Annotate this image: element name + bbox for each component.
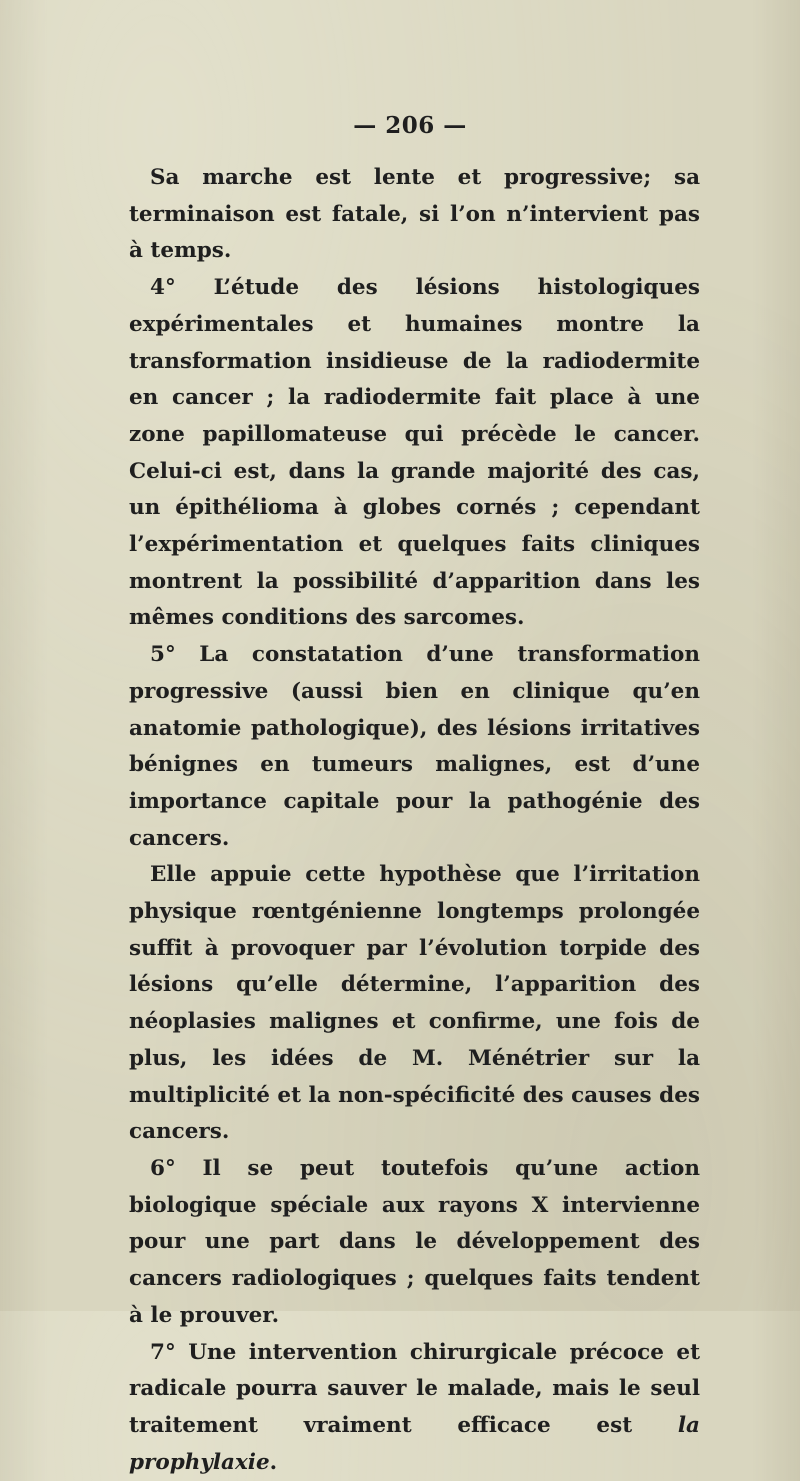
paragraph-3: 5° La constatation d’une transformation progressive (aussi bien en clinique qu’en anatomie pathologique), des lésions irritatives bénignes en tumeurs malignes, est d’une importance capitale pour la pathogénie des cancers.	[129, 637, 700, 857]
paragraph-4: Elle appuie cette hypothèse que l’irritation physique rœntgénienne longtemps prolongée suffit à provoquer par l’évolution torpide des lésions qu’elle détermine, l’apparition des néoplasies malignes et confirme, une fois de plus, les idées de M. Ménétrier sur la multiplicité et la non-spécificité des causes des cancers.	[129, 857, 700, 1151]
page-number: — 206 —	[0, 112, 800, 139]
paragraph-6-text: 7° Une intervention chirurgicale précoce et radicale pourra sauver le malade, mais le seul traitement vraiment efficace est	[129, 1340, 700, 1438]
paragraph-1: Sa marche est lente et progressive; sa terminaison est fatale, si l’on n’intervient pas à temps.	[129, 160, 700, 270]
paragraph-6-end: .	[270, 1450, 278, 1475]
italic-emphasis: la prophylaxie	[129, 1413, 700, 1475]
paragraph-5: 6° Il se peut toutefois qu’une action biologique spéciale aux rayons X intervienne pour une part dans le développement des cancers radiologiques ; quelques faits tendent à le prouver.	[129, 1151, 700, 1335]
body-text	[129, 160, 700, 1481]
paragraph-2: 4° L’étude des lésions histologiques expérimentales et humaines montre la transformation insidieuse de la radiodermite en cancer ; la radiodermite fait place à une zone papillomateuse qui précède le cancer. Celui-ci est, dans la grande majorité des cas, un épithélioma à globes cornés ; cependant l’expérimentation et quelques faits cliniques montrent la possibilité d’apparition dans les mêmes conditions des sarcomes.	[129, 270, 700, 637]
paragraph-6	[129, 1335, 700, 1481]
